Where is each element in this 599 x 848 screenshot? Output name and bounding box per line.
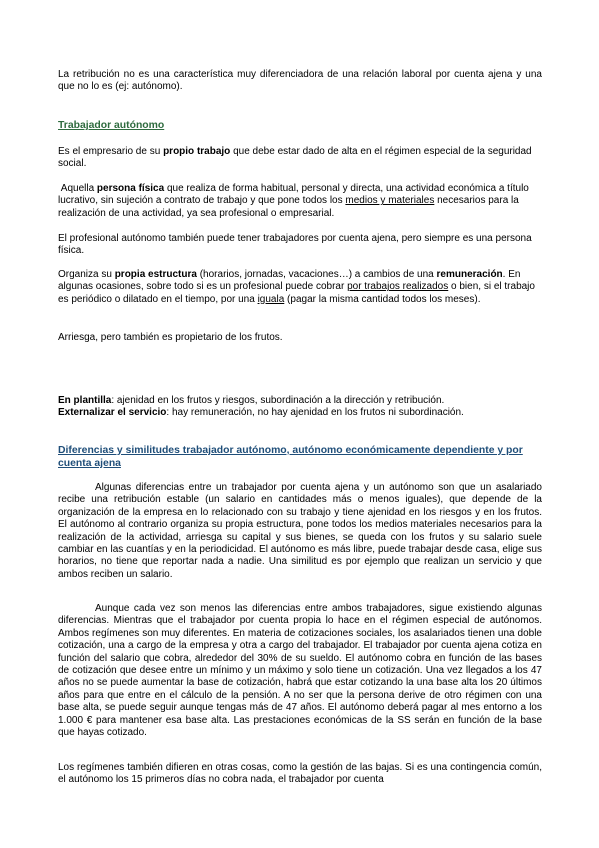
underlined-iguala: iguala bbox=[257, 293, 285, 305]
heading-trabajador-autonomo: Trabajador autónomo bbox=[58, 120, 165, 131]
paragraph-trabajadores: El profesional autónomo también puede tener trabajadores por cuenta ajena, pero siempre es una persona física. bbox=[58, 233, 532, 257]
paragraph-plantilla: En plantilla: ajenidad en los frutos y riesgos, subordinación a la dirección y retribución. Externalizar el servicio: hay remuneración, no hay ajenidad en los frutos ni subordinación. bbox=[58, 395, 464, 419]
bold-propio-trabajo: propio trabajo bbox=[163, 146, 231, 157]
paragraph-persona-fisica: Aquella persona física que realiza de forma habitual, personal y directa, una actividad económica a título lucrativo, sin sujeción a contrato de trabajo y que pone todos los medios y materiales necesarios para la realización de una actividad, ya sea profesional o empresarial. bbox=[58, 183, 529, 219]
paragraph-diferencias: Algunas diferencias entre un trabajador por cuenta ajena y un autónomo son que un asalariado recibe una retribución estable (un salario en cantidades más o menos iguales), que depende de la organización de la empresa en lo relacionado con su trabajo y tiene ajenidad en los riesgos y en los frutos. El autónomo al contrario organiza su propia estructura, pone todos los medios materiales necesarios para la realización de la actividad, arriesga su capital y sus bienes, se queda con los frutos y su salario suele cambiar en las cuantías y en la periodicidad. El autónomo es más libre, puede trabajar desde casa, elige sus horarios, no tiene que reportar nada a nadie. Una similitud es por ejemplo que realizan un servicio y que ambos reciben un salario. bbox=[58, 482, 542, 580]
paragraph-definicion: Es el empresario de su propio trabajo que debe estar dado de alta en el régimen especial de la seguridad social. bbox=[58, 146, 532, 170]
underlined-medios: medios y materiales bbox=[345, 195, 435, 207]
paragraph-regimenes: Aunque cada vez son menos las diferencias entre ambos trabajadores, sigue existiendo algunas diferencias. Mientras que el trabajador por cuenta propia lo hace en el régimen especial de autónomos. Ambos regímenes son muy diferentes. En materia de cotizaciones sociales, los asalariados tienen una doble cotización, una a cargo de la empresa y otra a cargo del trabajador. El trabajador por cuenta ajena cotiza en función del salario que cobra, alrededor del 30% de su sueldo. El autónomo cobra en función de las bases de cotización que desee entre un mínimo y un máximo y solo tiene un cotización. Una vez llegados a los 47 años no se puede aumentar la base de cotización, habrá que estar cotizando la una base alta los 20 últimos años para que entre en el cálculo de la pensión. A no ser que la persona derive de otro régimen con una base alta, se puede seguir aunque tengas más de 47 años. El autónomo deberá pagar al mes entorno a los 1.000 € para mantener esa base alta. Las prestaciones económicas de la SS serán en función de la base que hayas cotizado. bbox=[58, 603, 542, 739]
heading-diferencias: Diferencias y similitudes trabajador autónomo, autónomo económicamente dependiente y por cuenta ajena bbox=[58, 445, 523, 469]
paragraph-bajas: Los regímenes también difieren en otras cosas, como la gestión de las bajas. Si es una contingencia común, el autónomo los 15 primeros días no cobra nada, el trabajador por cuenta bbox=[58, 762, 542, 786]
underlined-trabajos: por trabajos realizados bbox=[347, 281, 449, 293]
paragraph-estructura: Organiza su propia estructura (horarios, jornadas, vacaciones…) a cambios de una remuneración. En algunas ocasiones, sobre todo si es un profesional puede cobrar por trabajos realizados o bien, si el trabajo es periódico o dilatado en el tiempo, por una iguala (pagar la misma cantidad todos los meses). bbox=[58, 269, 535, 305]
bold-persona-fisica: persona física bbox=[96, 183, 165, 194]
paragraph-arriesga: Arriesga, pero también es propietario de los frutos. bbox=[58, 332, 283, 343]
paragraph-intro: La retribución no es una característica muy diferenciadora de una relación laboral por cuenta ajena y una que no lo es (ej: autónomo). bbox=[58, 69, 542, 93]
